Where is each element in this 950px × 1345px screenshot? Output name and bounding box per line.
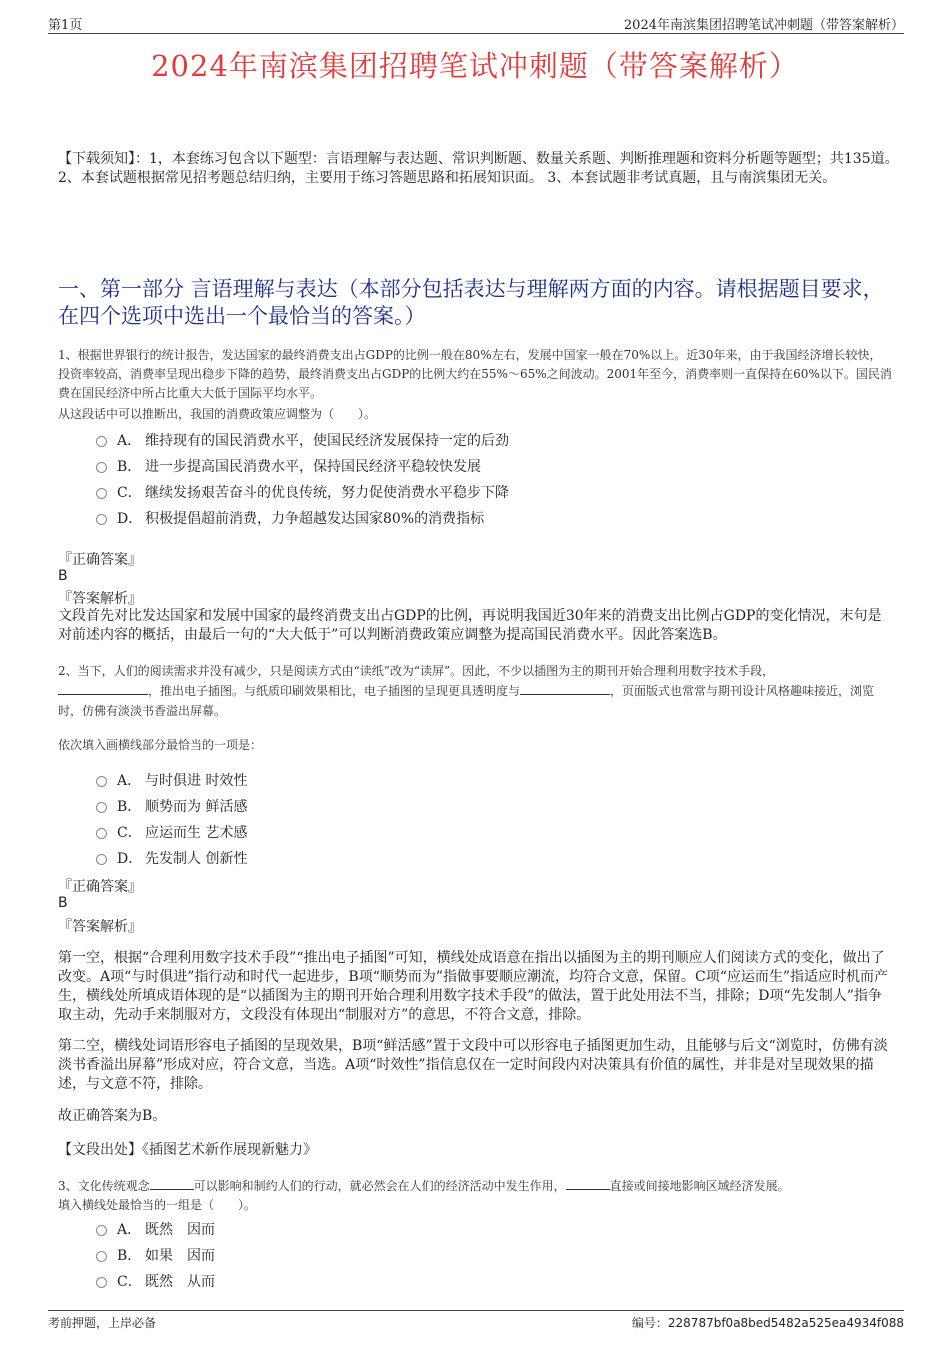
- q2-ask: 依次填入画横线部分最恰当的一项是：: [58, 738, 263, 752]
- option-key: C．: [117, 485, 142, 501]
- radio-icon[interactable]: [96, 462, 107, 473]
- q1-stem: 1、根据世界银行的统计报告，发达国家的最终消费支出占GDP的比例一般在80%左右，发展中国家一般在70%以上。近30年来，由于我国经济增长较快，投资率较高，消费率呈现出稳步下降的趋势，最终消费支出占GDP的比例大约在55%～65%之间波动。2001年至今，消费率则一直保持在60%以下。国民消费在国民经济中所占比重大大低于国际平均水平。: [58, 348, 892, 400]
- q2-analysis-label: 『答案解析』: [58, 919, 142, 935]
- q2-analysis-p1: 第一空，根据“合理利用数字技术手段”“推出电子插图”可知，横线处成语意在指出以插图为主的期刊顺应人们阅读方式的变化，做出了改变。A项“与时俱进”指行动和时代一起进步，B项“顺势而为”指做事要顺应潮流，均符合文意，保留。C项“应运而生”指适应时机而产生，横线处所填成语体现的是“以插图为主的期刊开始合理利用数字技术手段”的做法，置于此处用法不当，排除；D项“先发制人”指争取主动，先动手来制服对方，文段没有体现出“制服对方”的意思，不符合文意，排除。: [58, 950, 889, 1023]
- option-key: D．: [117, 511, 143, 527]
- footer-slogan: 考前押题，上岸必备: [48, 1316, 157, 1330]
- q2-stem: [58, 661, 892, 721]
- q1-answer: B: [58, 568, 68, 584]
- q2-option-c[interactable]: [96, 822, 247, 842]
- radio-icon[interactable]: [96, 828, 107, 839]
- q2-stem-part3: ，页面版式也常常与期刊设计风格趣味接近，浏览时，仿佛有淡淡书香溢出屏幕。: [58, 684, 875, 718]
- q3-option-c[interactable]: [96, 1271, 215, 1291]
- q1-ask: 从这段话中可以推断出，我国的消费政策应调整为（ ）。: [58, 407, 377, 421]
- q3-option-b[interactable]: [96, 1245, 215, 1265]
- section-title: 一、第一部分 言语理解与表达（本部分包括表达与理解两方面的内容。请根据题目要求，在四个选项中选出一个最恰当的答案。）: [58, 277, 884, 328]
- footer-code: [632, 1314, 904, 1331]
- option-key: A．: [117, 1222, 142, 1238]
- q3-blank-2: [566, 1177, 610, 1190]
- option-key: B．: [117, 1248, 142, 1264]
- q1-option-b[interactable]: [96, 456, 481, 476]
- q2-answer: B: [58, 895, 68, 911]
- option-key: D．: [117, 851, 143, 867]
- radio-icon[interactable]: [96, 854, 107, 865]
- option-key: A．: [117, 433, 142, 449]
- option-text: 进一步提高国民消费水平，保持国民经济平稳较快发展: [145, 459, 481, 475]
- page-title: 2024年南滨集团招聘笔试冲刺题（带答案解析）: [151, 49, 799, 83]
- option-text: 先发制人 创新性: [145, 851, 248, 867]
- option-text: 顺势而为 鲜活感: [145, 799, 248, 815]
- q2-source: 【文段出处】《插图艺术新作展现新魅力》: [58, 1142, 317, 1158]
- option-text: 积极提倡超前消费，力争超越发达国家80%的消费指标: [145, 511, 485, 527]
- q2-option-d[interactable]: [96, 848, 247, 868]
- download-notice: 【下载须知】：1，本套练习包含以下题型：言语理解与表达题、常识判断题、数量关系题、判断推理题和资料分析题等题型；共135道。 2、本套试题根据常见招考题总结归纳，主要用于练习答题思路和拓展知识面。 3、本套试题非考试真题，且与南滨集团无关。: [58, 151, 899, 186]
- option-text: 维持现有的国民消费水平，使国民经济发展保持一定的后劲: [145, 433, 509, 449]
- q2-stem-part1: 2、当下，人们的阅读需求并没有减少，只是阅读方式由“读纸”改为“读屏”。因此，不少以插图为主的期刊开始合理利用数字技术手段，: [58, 664, 775, 678]
- radio-icon[interactable]: [96, 1277, 107, 1288]
- radio-icon[interactable]: [96, 514, 107, 525]
- option-key: A．: [117, 773, 142, 789]
- q2-blank-1: [58, 682, 148, 695]
- q2-answer-label: 『正确答案』: [58, 879, 142, 895]
- q3-stem-part3: 直接或间接地影响区域经济发展。: [609, 1179, 790, 1193]
- q2-analysis-p2: 第二空，横线处词语形容电子插图的呈现效果，B项“鲜活感”置于文段中可以形容电子插图更加生动，且能够与后文“浏览时，仿佛有淡淡书香溢出屏幕”形成对应，符合文意，当选。A项“时效性”指信息仅在一定时间段内对决策具有价值的属性，并非是对呈现效果的描述，与文意不符，排除。: [58, 1038, 888, 1092]
- q3-stem-part1: 3、文化传统观念: [58, 1179, 150, 1193]
- option-text: 与时俱进 时效性: [145, 773, 248, 789]
- header-page-number: 第1页: [48, 18, 83, 33]
- radio-icon[interactable]: [96, 436, 107, 447]
- q2-blank-2: [520, 682, 610, 695]
- option-text: 既然 从而: [145, 1274, 215, 1290]
- option-text: 既然 因而: [145, 1222, 215, 1238]
- q1-analysis: 文段首先对比发达国家和发展中国家的最终消费支出占GDP的比例，再说明我国近30年来的消费支出比例占GDP的变化情况，末句是对前述内容的概括，由最后一句的“大大低于”可以判断消费政策应调整为提高国民消费水平。因此答案选B。: [58, 608, 882, 643]
- option-key: B．: [117, 459, 142, 475]
- option-key: B．: [117, 799, 142, 815]
- footer-divider: [48, 1310, 904, 1311]
- q3-option-a[interactable]: [96, 1219, 215, 1239]
- q2-analysis-p3: 故正确答案为B。: [58, 1108, 167, 1124]
- radio-icon[interactable]: [96, 802, 107, 813]
- q2-option-b[interactable]: [96, 796, 247, 816]
- q1-analysis-label: 『答案解析』: [58, 591, 142, 607]
- q1-option-c[interactable]: [96, 482, 509, 502]
- q1-option-d[interactable]: [96, 508, 484, 528]
- radio-icon[interactable]: [96, 1225, 107, 1236]
- q1-answer-label: 『正确答案』: [58, 552, 142, 568]
- footer-code-label: 编号：: [631, 1316, 668, 1330]
- q3-ask: 填入横线处最恰当的一组是（ ）。: [58, 1198, 257, 1212]
- q3-blank-1: [150, 1177, 194, 1190]
- radio-icon[interactable]: [96, 776, 107, 787]
- header-doc-title: 2024年南滨集团招聘笔试冲刺题（带答案解析）: [623, 18, 904, 33]
- option-text: 如果 因而: [145, 1248, 215, 1264]
- q3-stem: [58, 1177, 892, 1196]
- option-key: C．: [117, 1274, 142, 1290]
- radio-icon[interactable]: [96, 488, 107, 499]
- footer-code-value: 228787bf0a8bed5482a525ea4934f088: [667, 1316, 904, 1330]
- option-text: 继续发扬艰苦奋斗的优良传统，努力促使消费水平稳步下降: [145, 485, 509, 501]
- q2-option-a[interactable]: [96, 770, 247, 790]
- q3-stem-part2: 可以影响和制约人们的行动，就必然会在人们的经济活动中发生作用，: [193, 1179, 566, 1193]
- radio-icon[interactable]: [96, 1251, 107, 1262]
- q1-option-a[interactable]: [96, 430, 509, 450]
- option-text: 应运而生 艺术感: [145, 825, 248, 841]
- option-key: C．: [117, 825, 142, 841]
- q2-stem-part2: ，推出电子插图。与纸质印刷效果相比，电子插图的呈现更具透明度与: [148, 684, 521, 698]
- header-divider: [48, 33, 904, 34]
